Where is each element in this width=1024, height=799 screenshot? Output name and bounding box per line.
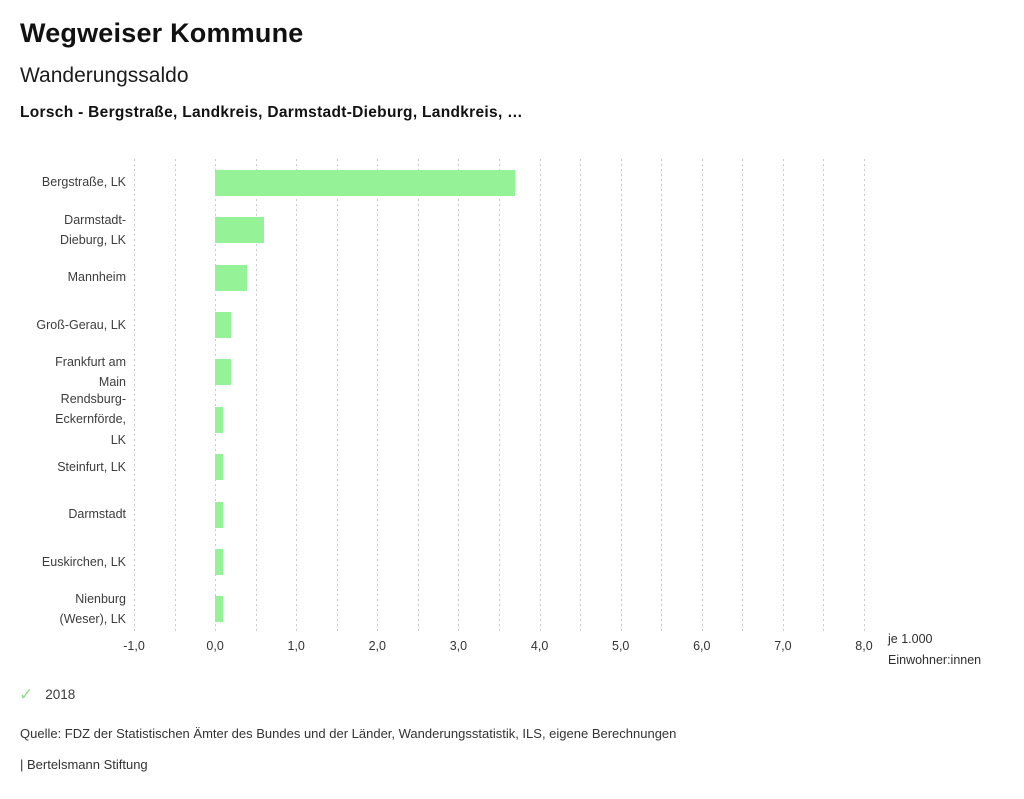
category-label: Euskirchen, LK (41, 554, 126, 569)
category-label: Nienburg (Weser), LK (59, 591, 126, 627)
x-axis-unit-line2: Einwohner:innen (888, 653, 982, 667)
gridline (499, 159, 500, 633)
gridline (702, 159, 703, 633)
source-note: Quelle: FDZ der Statistischen Ämter des Bundes und der Länder, Wanderungsstatistik, ILS, eigene Berechnungen (20, 726, 677, 741)
bar-frankfurt-am-main[interactable] (215, 359, 231, 385)
gridline (864, 159, 865, 633)
gridline (175, 159, 176, 633)
chart-title: Wanderungssaldo (20, 64, 189, 87)
chart-context-line: Lorsch - Bergstraße, Landkreis, Darmstadt-Dieburg, Landkreis, … (20, 104, 523, 121)
x-tick-label: 6,0 (693, 639, 711, 653)
gridline (377, 159, 378, 633)
bar-mannheim[interactable] (215, 265, 247, 291)
gridline (621, 159, 622, 633)
gridline (823, 159, 824, 633)
x-tick-label: 1,0 (287, 639, 305, 653)
gridline (661, 159, 662, 633)
gridline (337, 159, 338, 633)
gridline (540, 159, 541, 633)
legend-item-2018[interactable] (19, 686, 75, 703)
x-tick-label: 5,0 (611, 639, 630, 653)
x-axis-unit-label (888, 629, 981, 671)
x-tick-label: 4,0 (530, 639, 549, 653)
x-tick-label: 3,0 (449, 639, 468, 653)
x-axis-tick-labels (123, 639, 873, 655)
category-label: Mannheim (67, 270, 126, 285)
bar-gro-gerau-lk[interactable] (215, 312, 231, 338)
category-label: Darmstadt- Dieburg, LK (59, 212, 126, 248)
gridline (580, 159, 581, 633)
check-icon: ✓ (19, 685, 34, 704)
x-tick-label: 2,0 (368, 639, 386, 653)
category-label: Steinfurt, LK (57, 459, 126, 474)
x-tick-label: -1,0 (123, 639, 145, 653)
gridline (458, 159, 459, 633)
category-label: Frankfurt am Main (55, 354, 126, 390)
legend-label: 2018 (45, 687, 76, 702)
x-axis-unit-line1: je 1.000 (888, 632, 933, 646)
bar-darmstadt-dieburg-lk[interactable] (215, 217, 264, 243)
category-label: Darmstadt (68, 507, 126, 522)
bar-euskirchen-lk[interactable] (215, 549, 223, 575)
x-tick-label: 0,0 (206, 639, 224, 653)
gridline (783, 159, 784, 633)
category-label: Bergstraße, LK (41, 175, 126, 190)
plot-area (134, 159, 864, 633)
gridline (742, 159, 743, 633)
category-axis-labels (0, 159, 126, 633)
gridline (296, 159, 297, 633)
bar-bergstra-e-lk[interactable] (215, 170, 515, 196)
gridline (134, 159, 135, 633)
bar-darmstadt[interactable] (215, 502, 223, 528)
x-tick-label: 7,0 (774, 639, 792, 653)
x-tick-label: 8,0 (855, 639, 873, 653)
page-title: Wegweiser Kommune (20, 18, 304, 48)
category-label: Groß-Gerau, LK (36, 317, 126, 332)
gridline (418, 159, 419, 633)
bar-rendsburg-eckernf-rde-lk[interactable] (215, 407, 223, 433)
category-label: Rendsburg- Eckernförde, LK (55, 391, 126, 447)
bar-steinfurt-lk[interactable] (215, 454, 223, 480)
bar-nienburg-weser-lk[interactable] (215, 596, 223, 622)
branding-note: | Bertelsmann Stiftung (20, 757, 148, 772)
